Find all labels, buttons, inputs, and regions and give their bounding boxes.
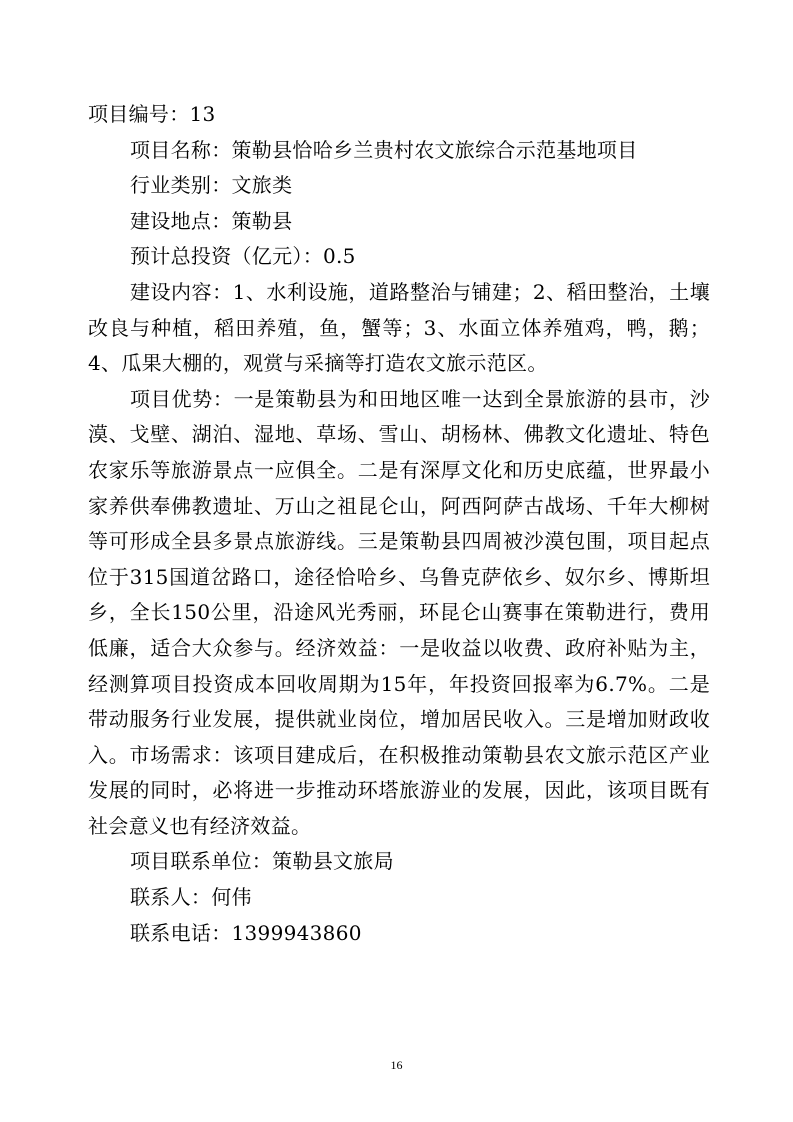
project-number: 项目编号：13 [88,102,216,126]
project-description [88,97,710,951]
page-number: 16 [390,1058,403,1072]
construction-content: 建设内容：1、水利设施，道路整治与铺建；2、稻田整治，土壤改良与种植，稻田养殖，鱼，蟹等；3、水面立体养殖鸡，鸭，鹅；4、瓜果大棚的，观赏与采摘等打造农文旅示范区。 [88,279,710,376]
construction-location: 建设地点：策勒县 [130,208,293,233]
contact-unit: 项目联系单位：策勒县文旅局 [130,849,394,874]
industry-category: 行业类别：文旅类 [130,173,293,198]
contact-phone: 联系电话：1399943860 [130,920,362,945]
project-name: 项目名称：策勒县恰哈乡兰贵村农文旅综合示范基地项目 [130,137,638,162]
project-advantages: 项目优势：一是策勒县为和田地区唯一达到全景旅游的县市，沙漠、戈壁、湖泊、湿地、草场、雪山、胡杨林、佛教文化遗址、特色农家乐等旅游景点一应俱全。二是有深厚文化和历史底蕴，世界最小家养供奉佛教遗址、万山之祖昆仑山，阿西阿萨古战场、千年大柳树等可形成全县多景点旅游线。三是策勒县四周被沙漠包围，项目起点位于315国道岔路口，途径恰哈乡、乌鲁克萨依乡、奴尔乡、博斯坦乡，全长150公里，沿途风光秀丽，环昆仑山赛事在策勒进行，费用低廉，适合大众参与。经济效益：一是收益以收费、政府补贴为主，经测算项目投资成本回收周期为15年，年投资回报率为6.7%。二是带动服务行业发展，提供就业岗位，增加居民收入。三是增加财政收入。市场需求：该项目建成后，在积极推动策勒县农文旅示范区产业发展的同时，必将进一步推动环塔旅游业的发展，因此，该项目既有社会意义也有经济效益。 [88,386,710,838]
total-investment: 预计总投资（亿元）：0.5 [130,244,356,269]
contact-person: 联系人：何伟 [130,885,252,910]
